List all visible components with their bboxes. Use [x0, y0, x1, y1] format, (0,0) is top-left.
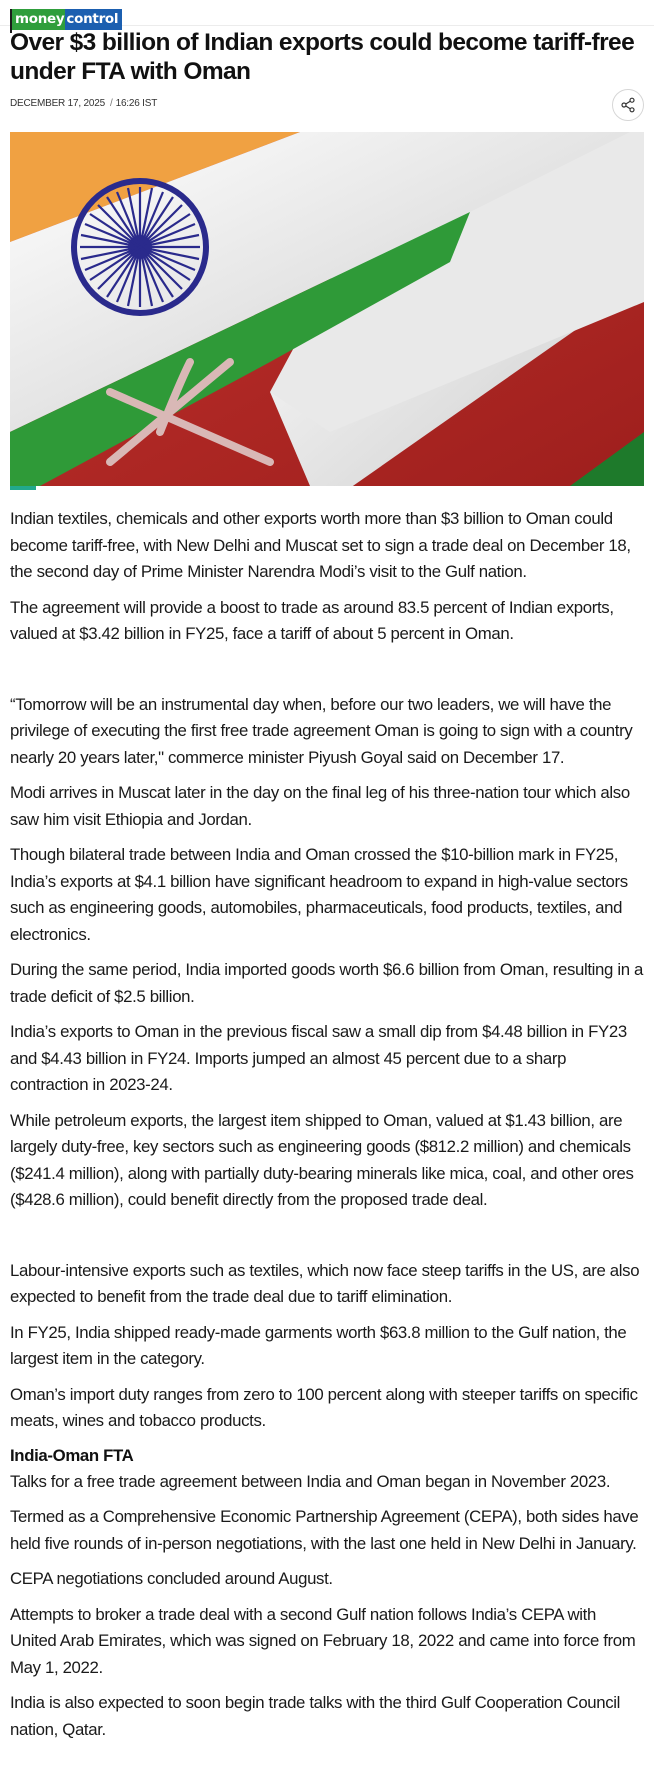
paragraph: During the same period, India imported goods worth $6.6 billion from Oman, resulting in a trade deficit of $2.5 billion. — [10, 960, 643, 1006]
article-headline: Over $3 billion of Indian exports could become tariff-free under FTA with Oman — [10, 29, 635, 85]
meta-separator: / — [109, 98, 113, 109]
article-time: 16:26 IST — [115, 98, 158, 109]
article-meta — [10, 98, 157, 109]
paragraph: Labour-intensive exports such as textiles, which now face steep tariffs in the US, are also expected to benefit from the trade deal due to tariff elimination. — [10, 1260, 640, 1306]
paragraph: India’s exports to Oman in the previous fiscal saw a small dip from $4.48 billion in FY23 and $4.43 billion in FY24. Imports jumped an almost 45 percent due to a sharp contraction in 2023-24. — [10, 1022, 627, 1094]
quote-paragraph: “Tomorrow will be an instrumental day when, before our two leaders, we will have the privilege of executing the first free trade agreement Oman is going to sign with a country nearly 20 years later," commerce minister Piyush Goyal said on December 17. — [10, 694, 633, 767]
moneycontrol-logo[interactable] — [10, 9, 122, 30]
paragraph: Talks for a free trade agreement between India and Oman began in November 2023. — [10, 1471, 611, 1491]
paragraph: Modi arrives in Muscat later in the day on the final leg of his three-nation tour which also saw him visit Ethiopia and Jordan. — [10, 783, 630, 829]
logo-control: control — [65, 9, 122, 30]
paragraph: CEPA negotiations concluded around August. — [10, 1569, 333, 1588]
paragraph: Indian textiles, chemicals and other exports worth more than $3 billion to Oman could become tariff-free, with New Delhi and Muscat set to sign a trade deal on December 18, the second day of Prime Minister Narendra Modi’s visit to the Gulf nation. — [10, 509, 631, 581]
share-icon — [620, 97, 636, 113]
article-date: DECEMBER 17, 2025 — [10, 98, 105, 109]
paragraph: While petroleum exports, the largest item shipped to Oman, valued at $1.43 billion, are largely duty-free, key sectors such as engineering goods ($812.2 million) and chemicals ($241.4 million), along with partially duty-bearing minerals like mica, coal, and other ores ($428.6 million), could benefit directly from the proposed trade deal. — [10, 1110, 634, 1209]
paragraph: Attempts to broker a trade deal with a second Gulf nation follows India’s CEPA with United Arab Emirates, which was signed on February 18, 2022 and came into force from May 1, 2022. — [10, 1604, 636, 1677]
paragraph: Termed as a Comprehensive Economic Partnership Agreement (CEPA), both sides have held five rounds of in-person negotiations, with the last one held in New Delhi in January. — [10, 1507, 639, 1553]
article-body — [10, 506, 646, 1752]
paragraph: In FY25, India shipped ready-made garments worth $63.8 million to the Gulf nation, the largest item in the category. — [10, 1322, 627, 1368]
image-accent-bar — [10, 486, 36, 490]
embed-spacer — [10, 657, 646, 692]
paragraph: Oman’s import duty ranges from zero to 100 percent along with steeper tariffs on specific meats, wines and tobacco products. — [10, 1384, 638, 1430]
logo-money: money — [12, 9, 65, 30]
share-button[interactable] — [612, 89, 644, 121]
section-subheading: India-Oman FTA — [10, 1445, 134, 1465]
ashoka-chakra-icon — [74, 181, 206, 313]
paragraph: India is also expected to soon begin trade talks with the third Gulf Cooperation Council nation, Qatar. — [10, 1693, 621, 1739]
flags-illustration — [10, 132, 644, 486]
hero-image — [10, 132, 644, 486]
embed-spacer — [10, 1223, 646, 1258]
paragraph: Though bilateral trade between India and Oman crossed the $10-billion mark in FY25, India’s exports at $4.1 billion have significant headroom to expand in high-value sectors such as engineering goods, automobiles, pharmaceuticals, food products, textiles, and electronics. — [10, 845, 628, 944]
paragraph: The agreement will provide a boost to trade as around 83.5 percent of Indian exports, valued at $3.42 billion in FY25, face a tariff of about 5 percent in Oman. — [10, 597, 614, 643]
